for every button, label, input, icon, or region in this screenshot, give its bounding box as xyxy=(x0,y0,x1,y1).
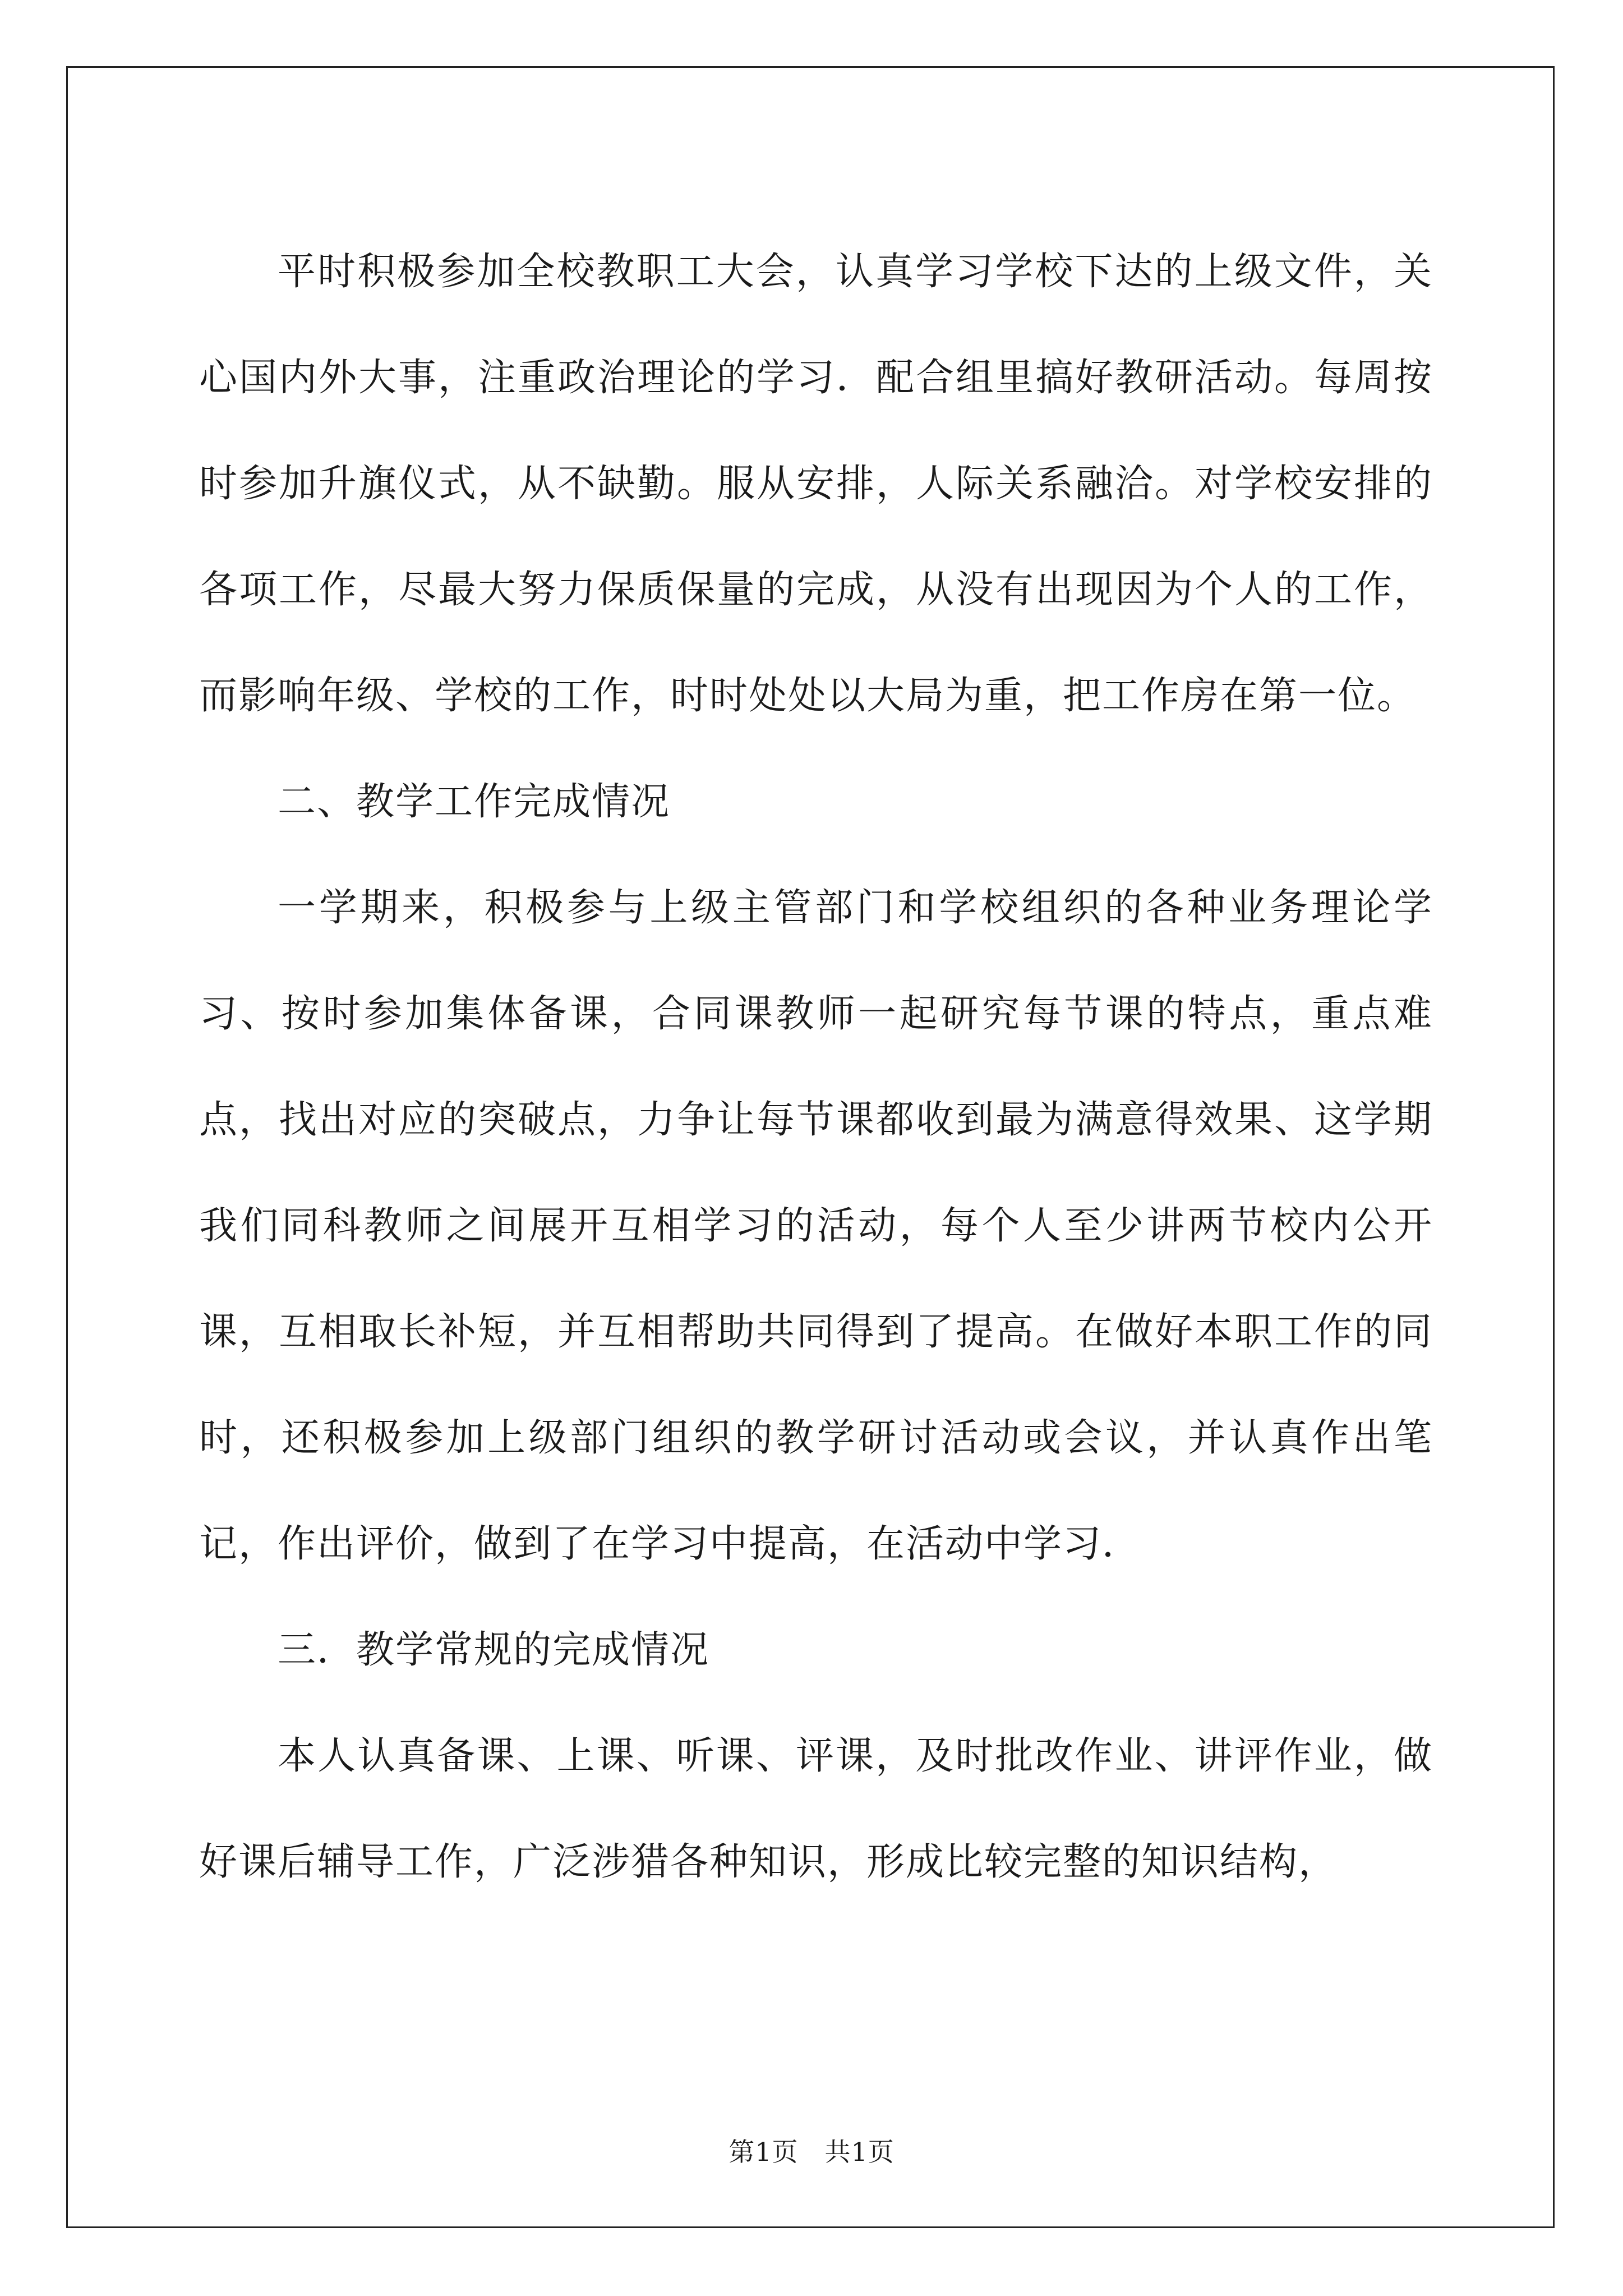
paragraph-teaching-routine: 本人认真备课、上课、听课、评课，及时批改作业、讲评作业，做好课后辅导工作，广泛涉猎各种知识，形成比较完整的知识结构， xyxy=(199,1734,1433,1884)
document-body xyxy=(199,219,1433,1915)
page-footer: 第1页 共1页 xyxy=(728,2137,895,2167)
section-heading-teaching-work: 二、教学工作完成情况 xyxy=(278,780,671,824)
section-heading-teaching-routine: 三．教学常规的完成情况 xyxy=(278,1628,710,1672)
paragraph-teaching-work: 一学期来，积极参与上级主管部门和学校组织的各种业务理论学习、按时参加集体备课，合同课教师一起研究每节课的特点，重点难点，找出对应的突破点，力争让每节课都收到最为满意得效果、这学期我们同科教师之间展开互相学习的活动，每个人至少讲两节校内公开课，互相取长补短，并互相帮助共同得到了提高。在做好本职工作的同时，还积极参加上级部门组织的教学研讨活动或会议，并认真作出笔记，作出评价，做到了在学习中提高，在活动中学习． xyxy=(199,886,1433,1566)
paragraph-conduct: 平时积极参加全校教职工大会，认真学习学校下达的上级文件，关心国内外大事，注重政治理论的学习．配合组里搞好教研活动。每周按时参加升旗仪式，从不缺勤。服从安排，人际关系融洽。对学校安排的各项工作，尽最大努力保质保量的完成，从没有出现因为个人的工作，而影响年级、学校的工作，时时处处以大局为重，把工作房在第一位。 xyxy=(199,250,1433,718)
